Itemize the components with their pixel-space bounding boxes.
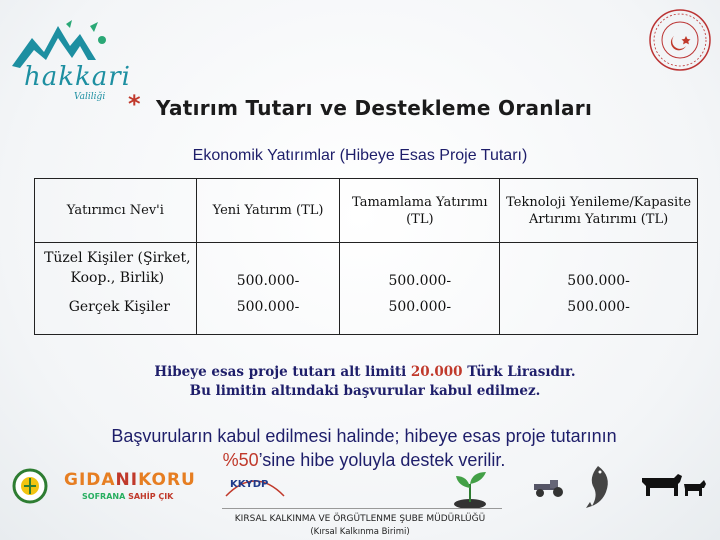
- value-cell: 500.000-: [196, 243, 340, 293]
- row-label: Gerçek Kişiler: [35, 293, 197, 335]
- kkydp-text: KKYDP: [230, 479, 269, 490]
- header-cell: Yeni Yatırım (TL): [196, 179, 340, 243]
- grant-text-line1: Başvuruların kabul edilmesi halinde; hibeye esas proje tutarının: [111, 426, 617, 446]
- logo-brand: hakkari: [24, 62, 132, 92]
- table-row: [35, 243, 698, 293]
- logo-sub: Valiliği: [74, 92, 106, 102]
- note-text: Türk Lirasıdır.: [462, 364, 576, 380]
- footer-department: KIRSAL KALKINMA VE ÖRGÜTLENME ŞUBE MÜDÜRLÜĞÜ: [234, 514, 486, 524]
- logo-subtext: SOFRANA: [82, 492, 129, 501]
- cattle-icon: [638, 468, 708, 500]
- header-cell: Teknoloji Yenileme/Kapasite Artırımı Yatırımı (TL): [500, 179, 698, 243]
- seedling-icon: [448, 466, 492, 510]
- asterisk-bullet: *: [128, 90, 141, 118]
- value-cell: 500.000-: [340, 243, 500, 293]
- header-cell: Tamamlama Yatırımı (TL): [340, 179, 500, 243]
- tractor-icon: [530, 478, 570, 498]
- logo-text: GIDA: [64, 470, 116, 490]
- limit-warning: Bu limitin altındaki başvurular kabul edilmez.: [189, 383, 541, 399]
- value-cell: 500.000-: [500, 243, 698, 293]
- table-header-row: [35, 179, 698, 243]
- ministry-emblem-icon: [648, 8, 712, 72]
- row-label: Tüzel Kişiler (Şirket, Koop., Birlik): [35, 243, 197, 293]
- logo-text: KORU: [138, 470, 196, 490]
- limit-amount: 20.000: [410, 364, 463, 380]
- footer-divider: [222, 508, 502, 509]
- title-row: [128, 92, 608, 122]
- logo-text: NI: [115, 470, 139, 490]
- value-cell: 500.000-: [196, 293, 340, 335]
- logo-subtext: SAHİP ÇIK: [128, 492, 174, 501]
- table-row: [35, 293, 698, 335]
- value-cell: 500.000-: [500, 293, 698, 335]
- value-cell: 500.000-: [340, 293, 500, 335]
- kkydp-logo: [222, 470, 288, 500]
- support-table: [34, 178, 698, 335]
- footer-unit: (Kırsal Kalkınma Birimi): [310, 527, 410, 537]
- fish-icon: [580, 462, 618, 510]
- gidani-koru-logo: [64, 468, 204, 508]
- table-subtitle: Ekonomik Yatırımlar (Hibeye Esas Proje Tutarı): [192, 147, 528, 164]
- ministry-seal-icon: [12, 468, 48, 504]
- page-title: Yatırım Tutarı ve Destekleme Oranları: [156, 96, 593, 120]
- grant-percent: %50: [222, 450, 259, 470]
- limit-note: [0, 363, 720, 382]
- header-cell: Yatırımcı Nev'i: [35, 179, 197, 243]
- grant-text: ’sine hibe yoluyla destek verilir.: [258, 450, 506, 470]
- note-text: Hibeye esas proje tutarı alt limiti: [154, 364, 411, 380]
- hakkari-logo: [10, 14, 132, 102]
